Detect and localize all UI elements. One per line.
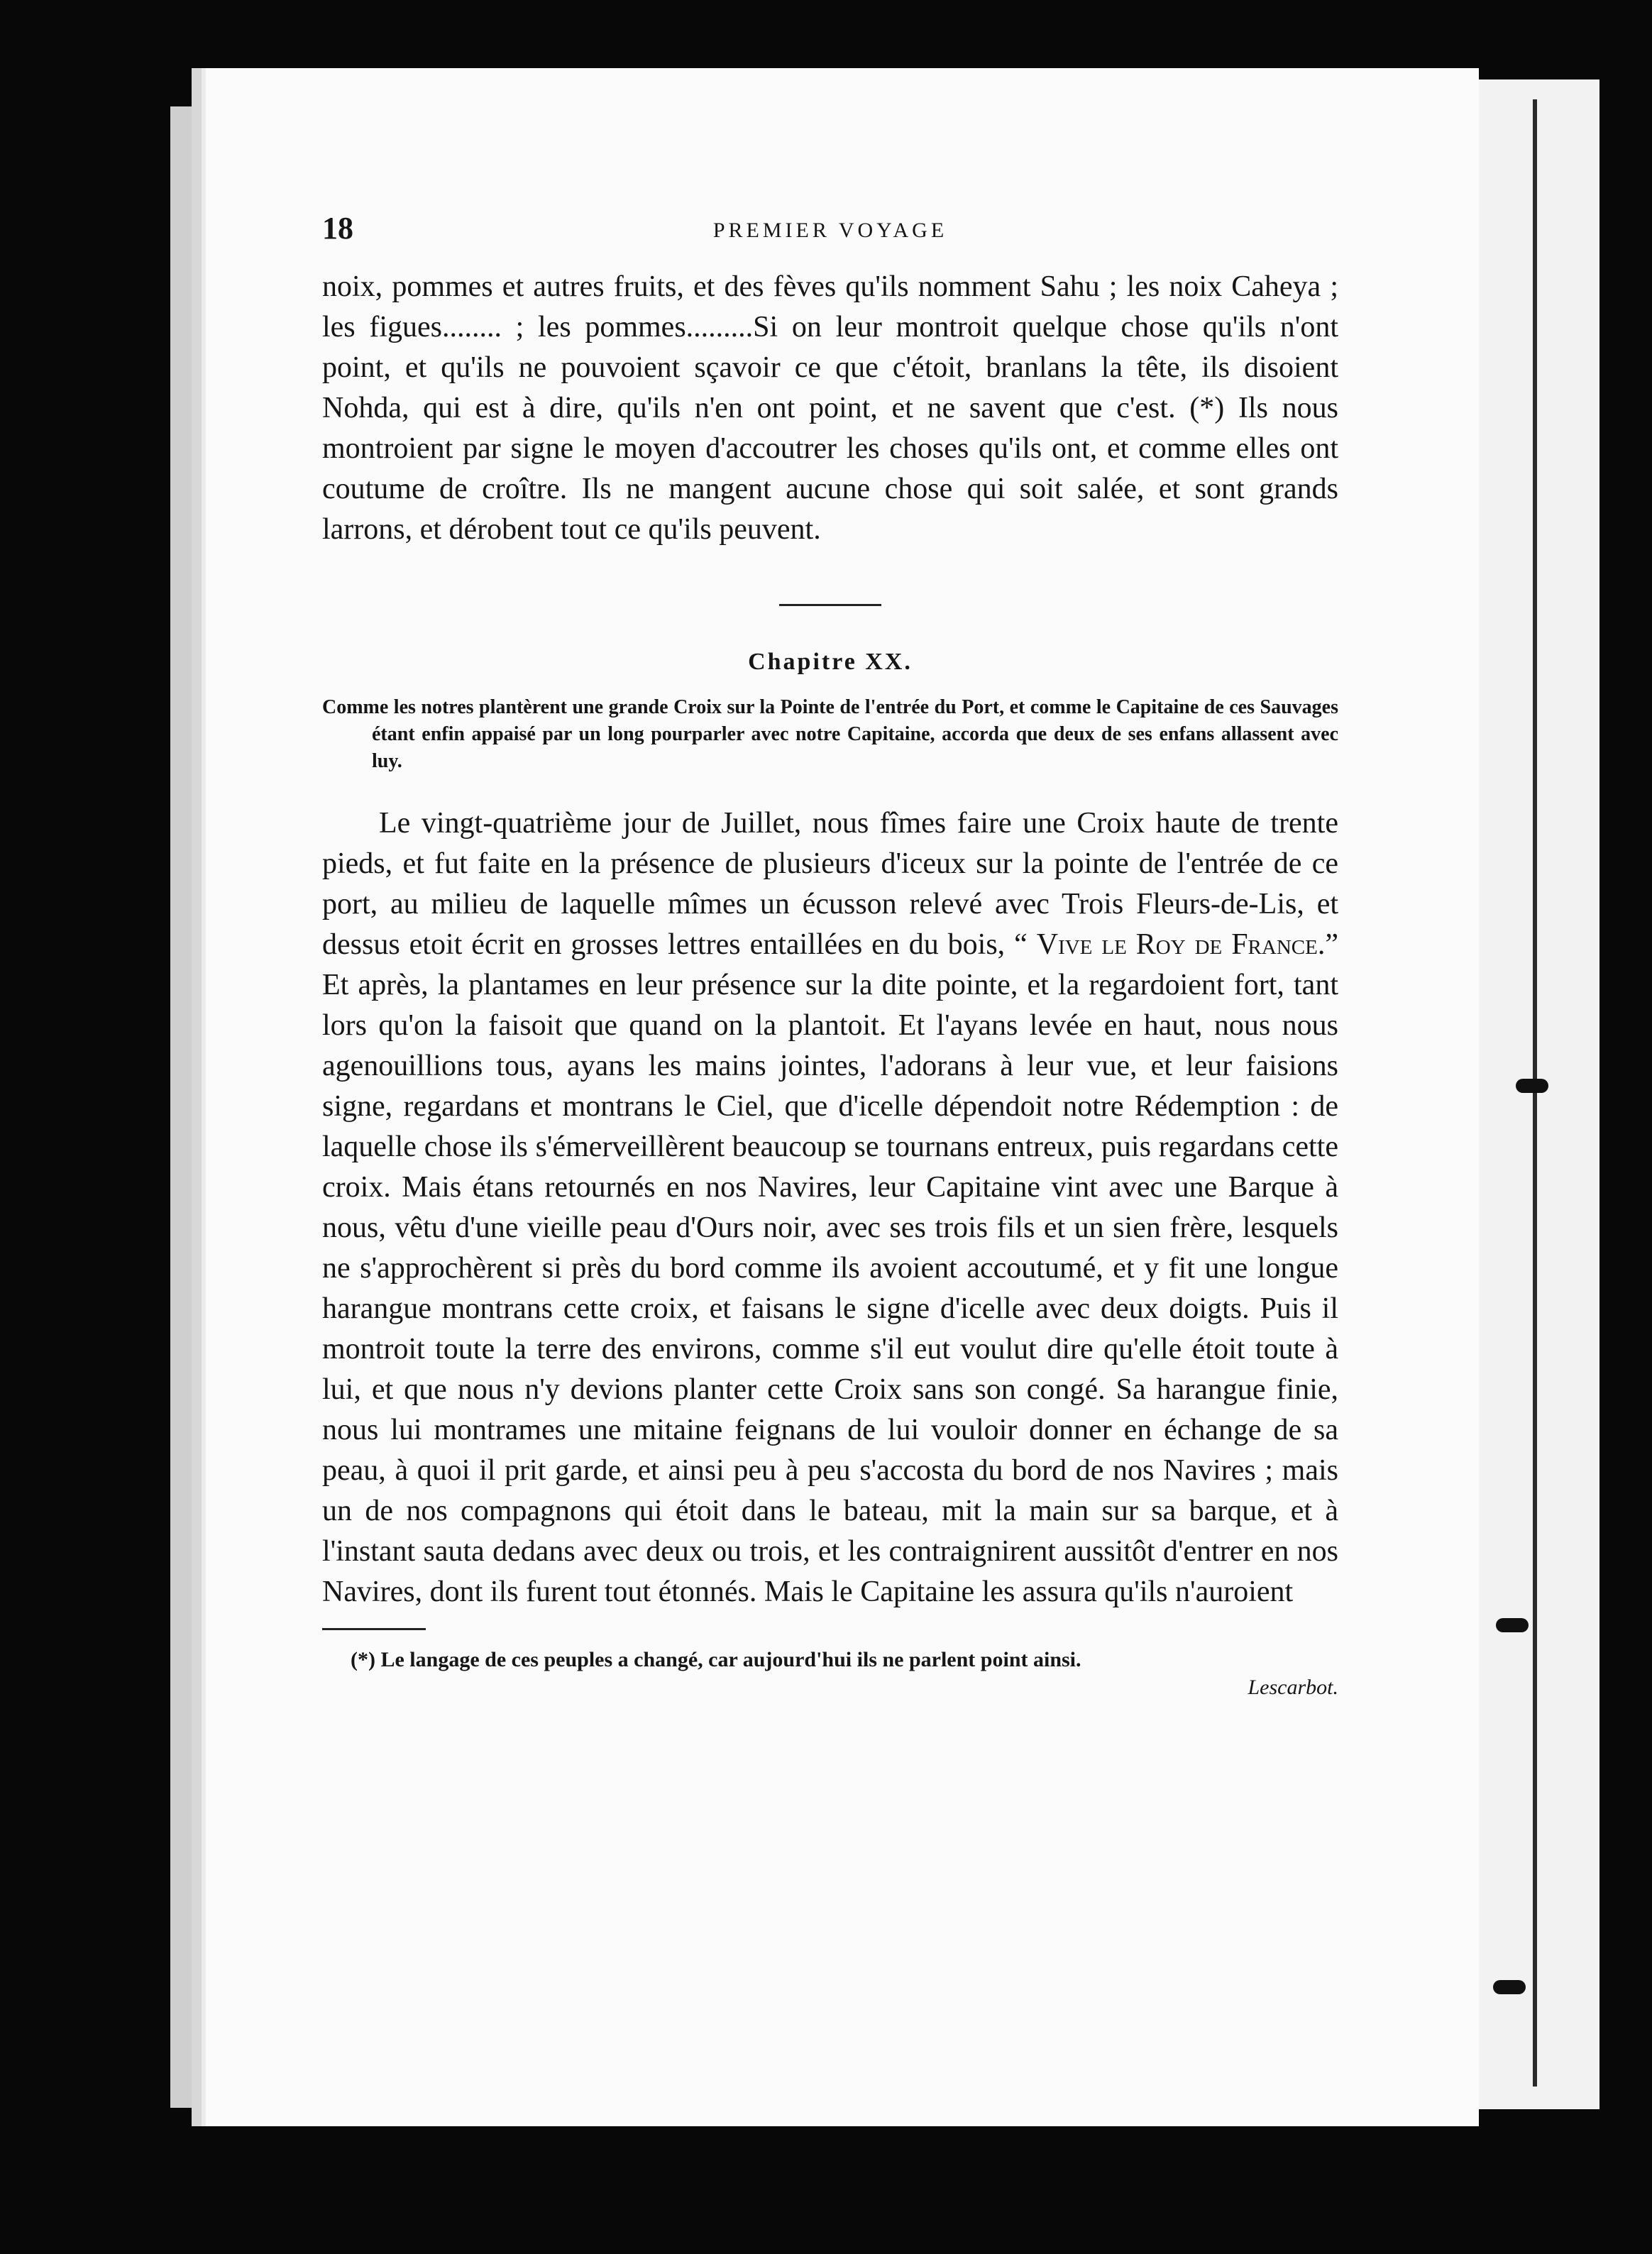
chapter-text-part2: ” Et après, la plantames en leur présence sur la dite pointe, et la regardoient fort, tant lors qu'on la faisoit que quand on la plantoit. Et l'ayans levée en haut, nous nous agenouillions tous, ayans les mains jointes, l'adorans à leur vue, et leur faisions signe, regardans et montrans le Ciel, que d'icelle dépendoit notre Rédemption : de laquelle chose ils s'émerveillèrent beaucoup se tournans entreux, puis regardans cette croix. Mais étans retournés en nos Navires, leur Capitaine vint avec une Barque à nous, vêtu d'une vieille peau d'Ours noir, avec ses trois fils et un sien frère, lesquels ne s'approchèrent si près du bord comme ils avoient accoutumé, et y fit une longue harangue montrans cette croix, et faisans le signe d'icelle avec deux doigts. Puis il montroit toute la terre des environs, comme s'il eut voulut dire qu'elle étoit toute à lui, et que nous n'y devions planter cette Croix sans son congé. Sa harangue finie, nous lui montrames une mitaine feignans de lui vouloir donner en échange de sa peau, à quoi il prit garde, et ainsi peu à peu s'accosta du bord de nos Navires ; mais un de nos compagnons qui étoit dans le bateau, mit la main sur sa barque, et à l'instant sauta dedans avec deux ou trois, et les contraignirent aussitôt d'entrer en nos Navires, dont ils furent tout étonnés. Mais le Capitaine les assura qu'ils n'auroient <box>322 928 1338 1608</box>
binding-mark <box>1496 1618 1529 1632</box>
chapter-text-part1: Le vingt-quatrième jour de Juillet, nous fîmes faire une Croix haute de trente pieds, et fut faite en la présence de plusieurs d'iceux sur la pointe de l'entrée de ce port, au milieu de laquelle mîmes un écusson relevé avec Trois Fleurs-de-Lis, et dessus etoit écrit en grosses lettres entaillées en du bois, “ <box>322 807 1338 961</box>
continuation-paragraph: noix, pommes et autres fruits, et des fèves qu'ils nomment Sahu ; les noix Caheya ; les figues........ ; les pommes.........Si on leur montroit quelque chose qu'ils n'ont point, et qu'ils ne pouvoient sçavoir ce que c'étoit, branlans la tête, ils disoient Nohda, qui est à dire, qu'ils n'en ont point, et ne savent que c'est. (*) Ils nous montroient par signe le moyen d'accoutrer les choses qu'ils ont, et comme elles ont coutume de croître. Ils ne mangent aucune chose qui soit salée, et sont grands larrons, et dérobent tout ce qu'ils peuvent. <box>322 270 1338 546</box>
chapter-paragraph <box>322 803 1338 1612</box>
section-divider <box>779 604 881 606</box>
running-head: PREMIER VOYAGE <box>712 219 948 242</box>
inscription-text: Vive le Roy de France. <box>1036 928 1326 961</box>
page-number: 18 <box>322 211 353 246</box>
chapter-title: Chapitre XX. <box>748 649 913 675</box>
page-edge <box>170 106 194 2108</box>
page-header <box>322 210 1338 267</box>
page-content <box>322 210 1338 1700</box>
chapter-summary: Comme les notres plantèrent une grande Croix sur la Pointe de l'entrée du Port, et comme le Capitaine de ces Sauvages étant enfin appaisé par un long pourparler avec notre Capitaine, accorda que deux de ses enfans allassent avec luy. <box>322 696 1338 772</box>
binding-mark <box>1493 1980 1526 1994</box>
footnote: (*) Le langage de ces peuples a changé, car aujourd'hui ils ne parlent point ainsi. <box>351 1648 1081 1671</box>
binding-mark <box>1516 1079 1548 1093</box>
facing-page-rule <box>1533 99 1537 2087</box>
book-page <box>192 68 1479 2126</box>
footnote-rule <box>322 1628 426 1630</box>
footnote-signature: Lescarbot. <box>1248 1676 1338 1699</box>
